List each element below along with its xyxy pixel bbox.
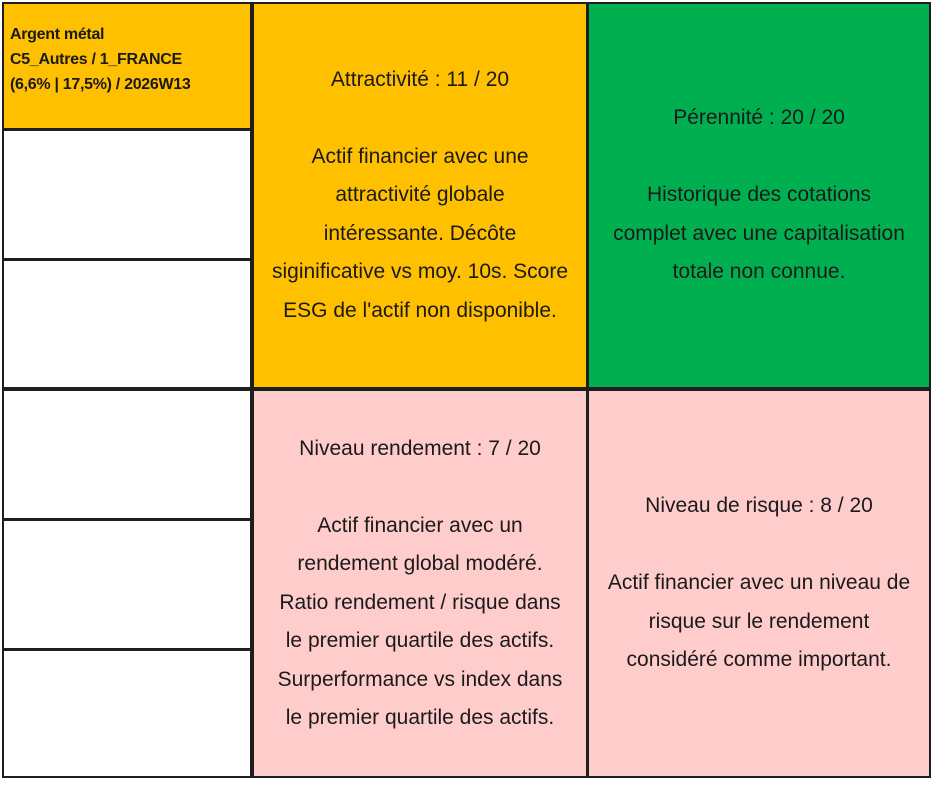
perennite-description: Historique des cotations complet avec une capitalisation totale non connue.	[613, 183, 905, 284]
rendement-title: Niveau rendement : 7 / 20	[299, 436, 541, 460]
attractivite-description: Actif financier avec une attractivité globale intéressante. Décôte siginificative vs moy. 10s. Score ESG de l'actif non disponible.	[271, 144, 569, 322]
blank-cell	[2, 129, 252, 260]
asset-header	[2, 2, 252, 130]
rendement-description: Actif financier avec un rendement global modéré. Ratio rendement / risque dans le premier quartile des actifs. Surperformance vs index dans le premier quartile des actifs.	[277, 513, 563, 729]
asset-stats: (6,6% | 17,5%) / 2026W13	[10, 76, 191, 93]
perennite-box	[587, 2, 931, 389]
blank-cell	[2, 259, 252, 389]
attractivite-title: Attractivité : 11 / 20	[330, 67, 510, 91]
bottom-margin	[0, 778, 933, 785]
blank-cell	[2, 649, 252, 778]
risque-description: Actif financier avec un niveau de risque sur le rendement considéré comme important.	[607, 571, 911, 672]
asset-category: C5_Autres / 1_FRANCE	[10, 51, 182, 68]
perennite-title: Pérennité : 20 / 20	[673, 106, 845, 130]
blank-cell	[2, 389, 252, 520]
risque-title: Niveau de risque : 8 / 20	[645, 494, 873, 518]
attractivite-box	[252, 2, 588, 389]
blank-cell	[2, 519, 252, 650]
asset-name: Argent métal	[10, 26, 105, 43]
risque-box	[587, 389, 931, 778]
rendement-box	[252, 389, 588, 778]
